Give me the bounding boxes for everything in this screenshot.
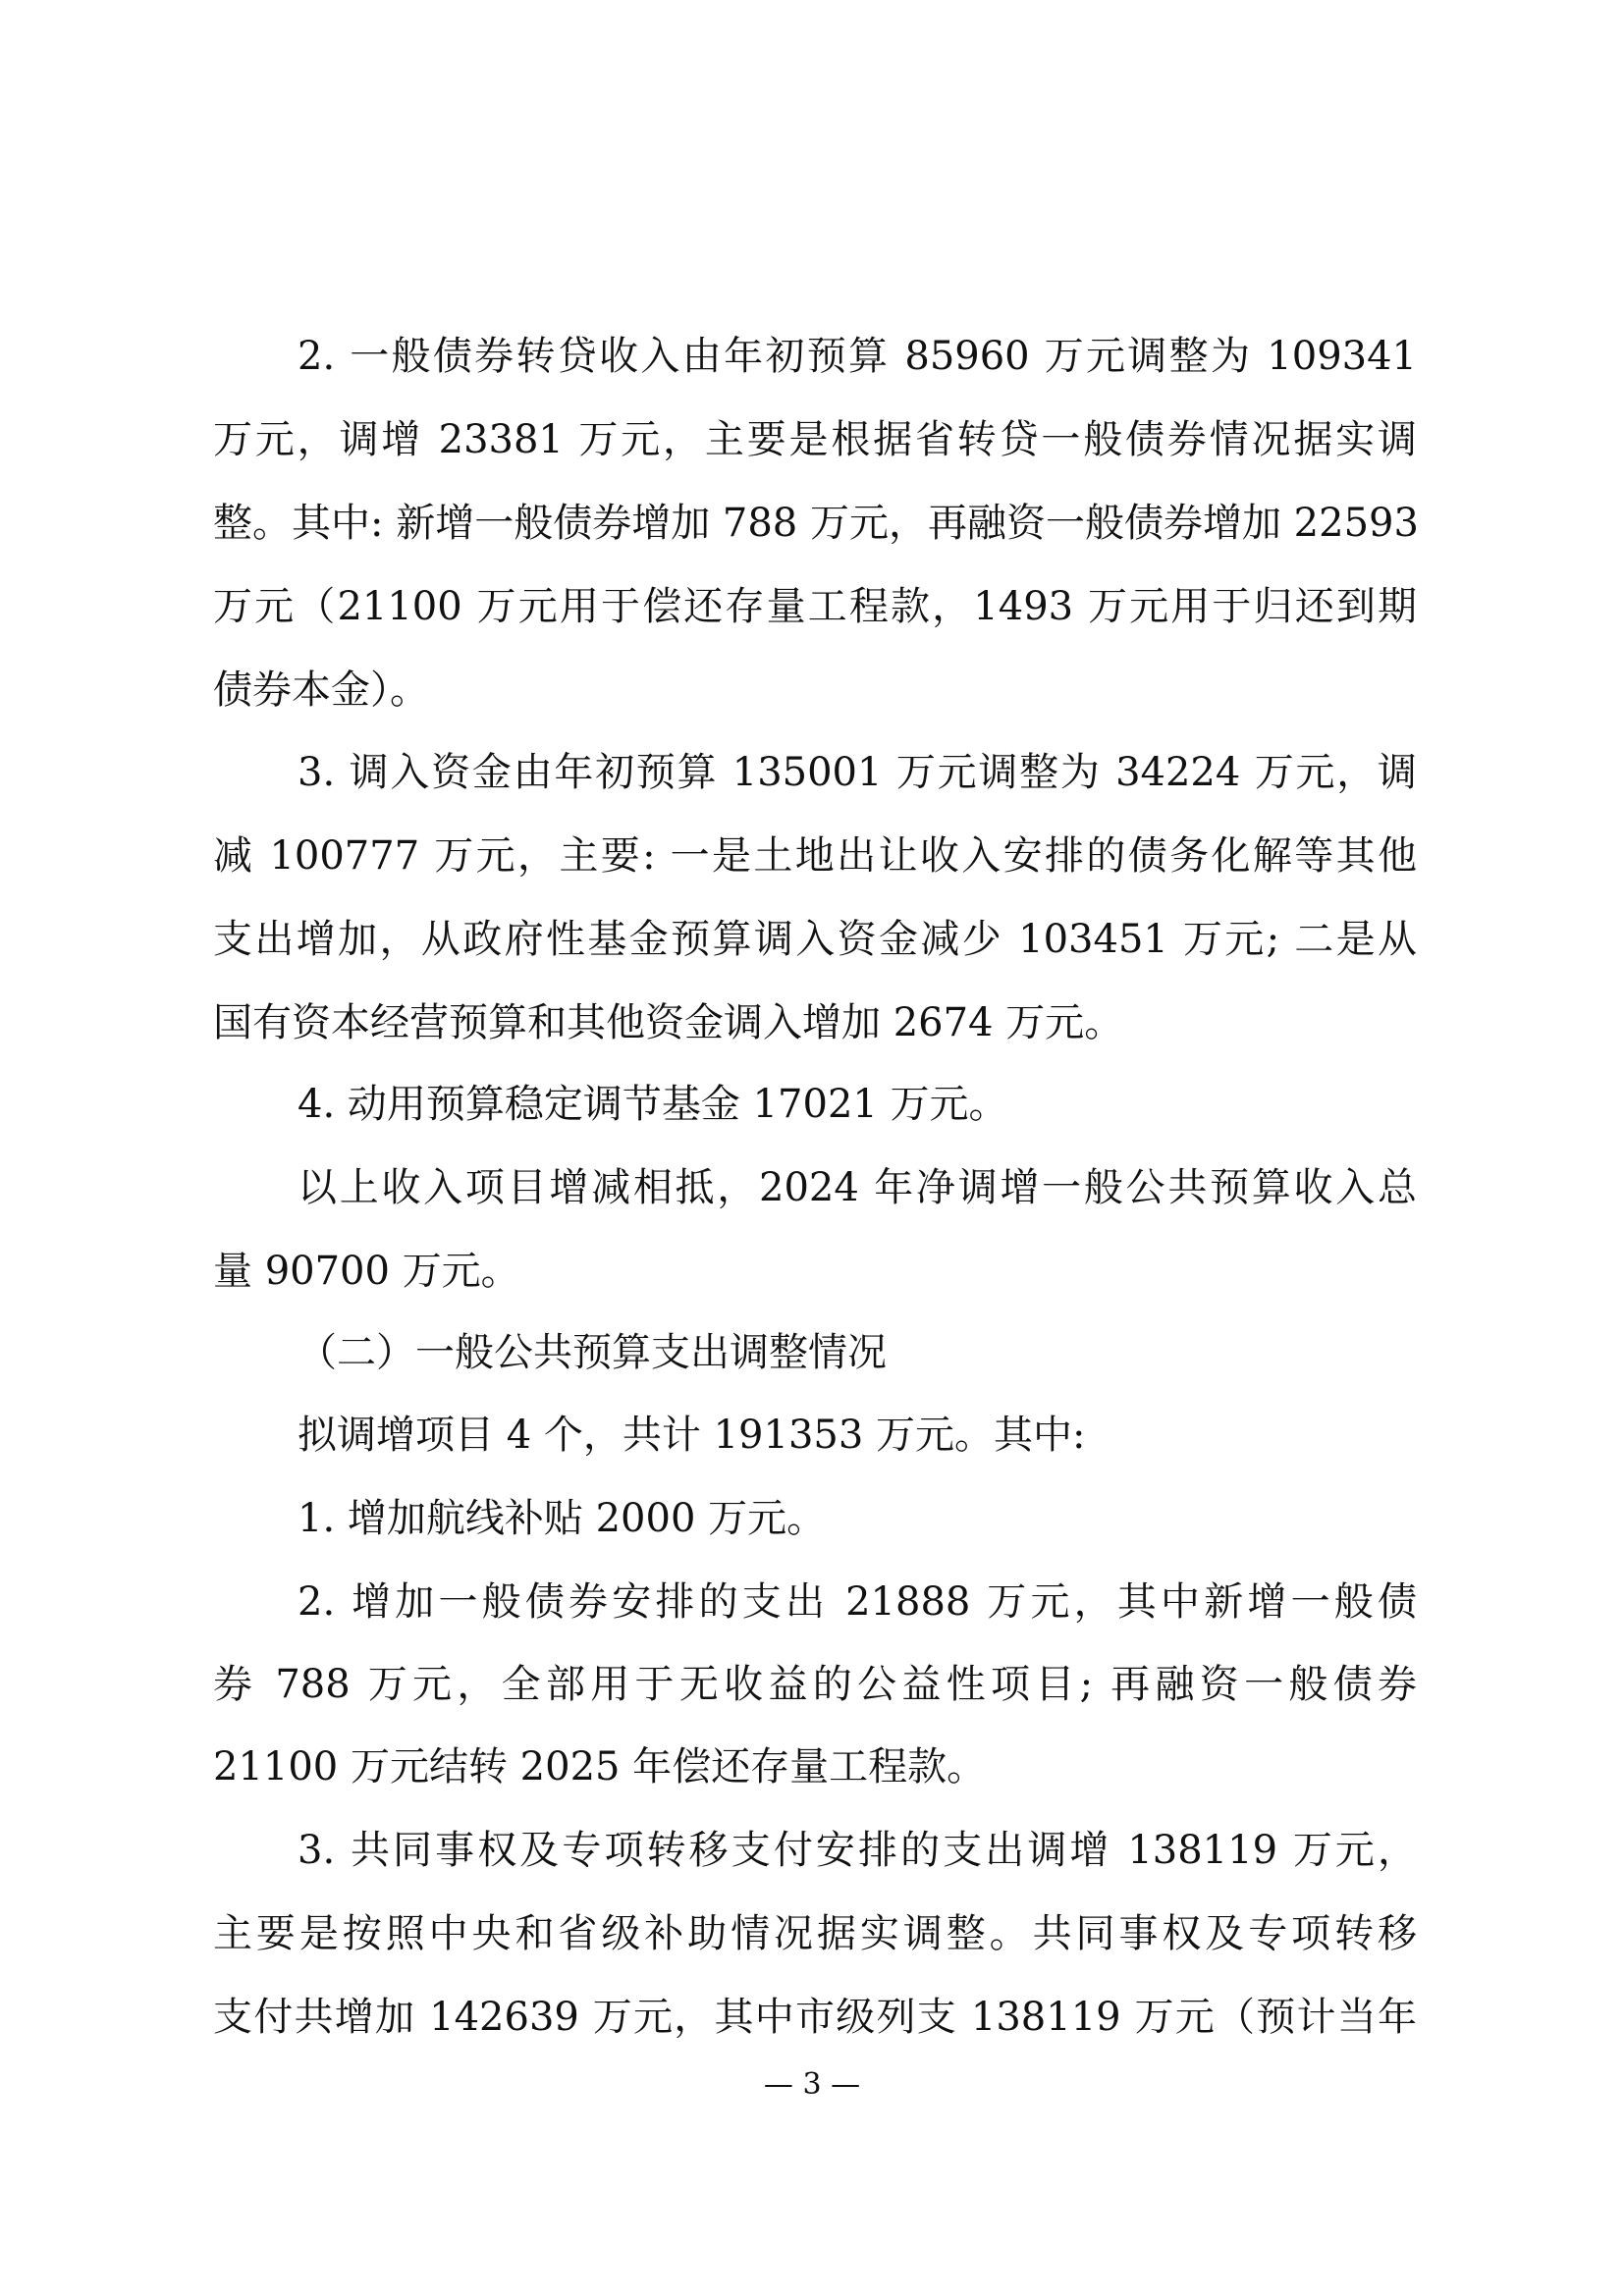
section-heading: （二）一般公共预算支出调整情况 bbox=[298, 1330, 887, 1375]
paragraph-line: 3. 共同事权及专项转移支付安排的支出调增 138119 万元， bbox=[298, 1828, 1417, 1873]
paragraph-line: 支付共增加 142639 万元，其中市级列支 138119 万元（预计当年 bbox=[213, 1995, 1417, 2040]
paragraph-line: 2. 一般债券转贷收入由年初预算 85960 万元调整为 109341 bbox=[298, 334, 1417, 379]
paragraph-line: 21100 万元结转 2025 年偿还存量工程款。 bbox=[213, 1744, 987, 1789]
paragraph-line: 拟调增项目 4 个，共计 191353 万元。其中: bbox=[298, 1413, 1086, 1458]
paragraph-line: 万元，调增 23381 万元，主要是根据省转贷一般债券情况据实调 bbox=[213, 417, 1417, 462]
paragraph-line: 4. 动用预算稳定调节基金 17021 万元。 bbox=[298, 1082, 1008, 1127]
paragraph-line: 整。其中: 新增一般债券增加 788 万元，再融资一般债券增加 22593 bbox=[213, 501, 1419, 546]
paragraph-line: 债券本金）。 bbox=[213, 667, 429, 713]
paragraph-line: 万元（21100 万元用于偿还存量工程款，1493 万元用于归还到期 bbox=[213, 584, 1417, 629]
paragraph-line: 1. 增加航线补贴 2000 万元。 bbox=[298, 1496, 827, 1541]
paragraph-line: 国有资本经营预算和其他资金调入增加 2674 万元。 bbox=[213, 1000, 1124, 1045]
paragraph-line: 主要是按照中央和省级补助情况据实调整。共同事权及专项转移 bbox=[213, 1911, 1417, 1956]
paragraph-line: 以上收入项目增减相抵，2024 年净调增一般公共预算收入总 bbox=[298, 1165, 1417, 1210]
paragraph-line: 支出增加，从政府性基金预算调入资金减少 103451 万元; 二是从 bbox=[213, 917, 1417, 962]
page-number: — 3 — bbox=[763, 2067, 861, 2102]
paragraph-line: 2. 增加一般债券安排的支出 21888 万元，其中新增一般债 bbox=[298, 1579, 1417, 1625]
paragraph-line: 券 788 万元，全部用于无收益的公益性项目; 再融资一般债券 bbox=[213, 1662, 1417, 1707]
paragraph-line: 减 100777 万元，主要: 一是土地出让收入安排的债务化解等其他 bbox=[213, 833, 1417, 879]
paragraph-line: 3. 调入资金由年初预算 135001 万元调整为 34224 万元，调 bbox=[298, 750, 1417, 795]
paragraph-line: 量 90700 万元。 bbox=[213, 1249, 520, 1294]
